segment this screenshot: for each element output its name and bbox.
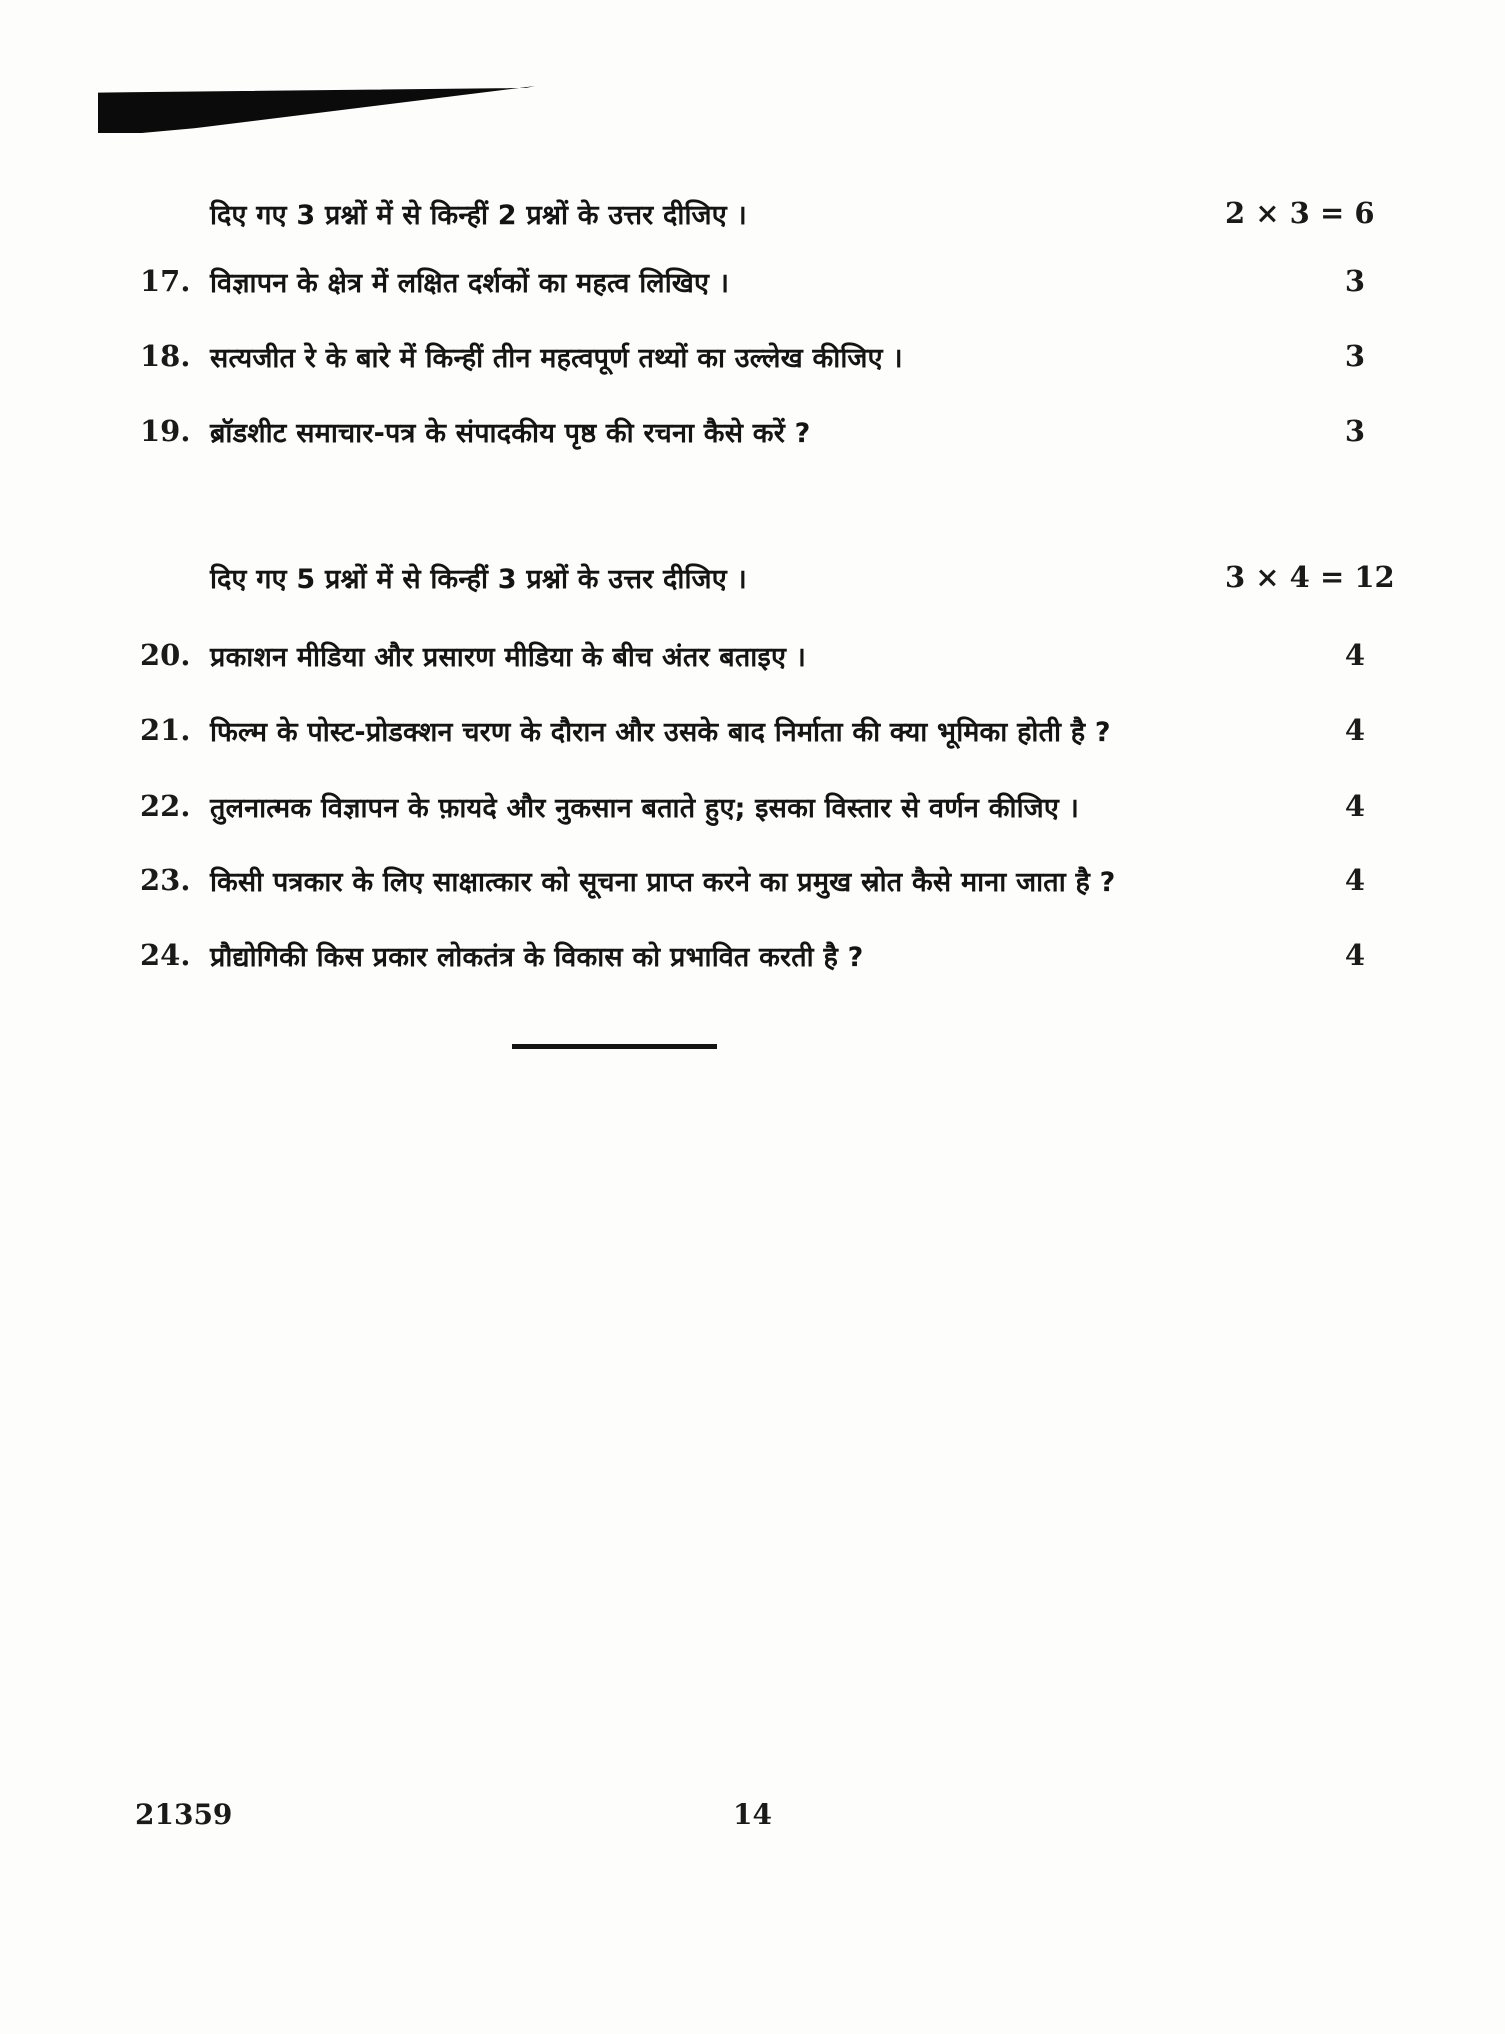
question-marks: 4: [1344, 863, 1365, 897]
question-row-21: [140, 713, 1365, 752]
scan-artifact-wedge: [98, 86, 535, 133]
question-number: 18.: [140, 339, 191, 373]
question-text: ब्रॉडशीट समाचार-पत्र के संपादकीय पृष्ठ की रचना कैसे करें ?: [210, 418, 811, 449]
question-text: विज्ञापन के क्षेत्र में लक्षित दर्शकों का महत्व लिखिए ।: [210, 268, 730, 299]
question-number: 17.: [140, 264, 191, 298]
question-marks: 3: [1344, 264, 1365, 298]
question-row-23: [140, 863, 1365, 902]
question-text: तुलनात्मक विज्ञापन के फ़ायदे और नुकसान बताते हुए; इसका विस्तार से वर्णन कीजिए ।: [210, 793, 1080, 824]
question-row-18: [140, 339, 1365, 378]
question-number: 23.: [140, 863, 191, 897]
question-row-24: [140, 938, 1365, 977]
question-text: फिल्म के पोस्ट-प्रोडक्शन चरण के दौरान और उसके बाद निर्माता की क्या भूमिका होती है ?: [210, 717, 1111, 748]
question-row-19: [140, 414, 1365, 453]
question-marks: 4: [1344, 713, 1365, 747]
paper-code: 21359: [135, 1798, 233, 1831]
question-row-20: [140, 638, 1365, 677]
end-of-paper-rule: [512, 1044, 717, 1049]
section-b-instruction-row: [140, 560, 1395, 599]
question-text: प्रौद्योगिकी किस प्रकार लोकतंत्र के विकास को प्रभावित करती है ?: [210, 942, 864, 973]
question-row-22: [140, 789, 1365, 828]
question-number: 19.: [140, 414, 191, 448]
section-b-marks-formula: 3 × 4 = 12: [1225, 560, 1395, 594]
question-text: प्रकाशन मीडिया और प्रसारण मीडिया के बीच अंतर बताइए ।: [210, 642, 807, 673]
question-number: 21.: [140, 713, 191, 747]
question-marks: 4: [1344, 789, 1365, 823]
page-number: 14: [733, 1798, 772, 1831]
question-number: 22.: [140, 789, 191, 823]
question-marks: 3: [1344, 414, 1365, 448]
section-b-instruction-text: दिए गए 5 प्रश्नों में से किन्हीं 3 प्रश्नों के उत्तर दीजिए ।: [210, 564, 747, 595]
section-a-instruction-text: दिए गए 3 प्रश्नों में से किन्हीं 2 प्रश्नों के उत्तर दीजिए ।: [210, 200, 747, 231]
question-text: किसी पत्रकार के लिए साक्षात्कार को सूचना प्राप्त करने का प्रमुख स्रोत कैसे माना जाता है ?: [210, 867, 1116, 898]
question-number: 24.: [140, 938, 191, 972]
question-text: सत्यजीत रे के बारे में किन्हीं तीन महत्वपूर्ण तथ्यों का उल्लेख कीजिए ।: [210, 343, 903, 374]
section-a-instruction-row: [140, 196, 1375, 235]
question-marks: 4: [1344, 638, 1365, 672]
question-marks: 3: [1344, 339, 1365, 373]
question-row-17: [140, 264, 1365, 303]
section-a-marks-formula: 2 × 3 = 6: [1225, 196, 1375, 230]
question-number: 20.: [140, 638, 191, 672]
question-marks: 4: [1344, 938, 1365, 972]
